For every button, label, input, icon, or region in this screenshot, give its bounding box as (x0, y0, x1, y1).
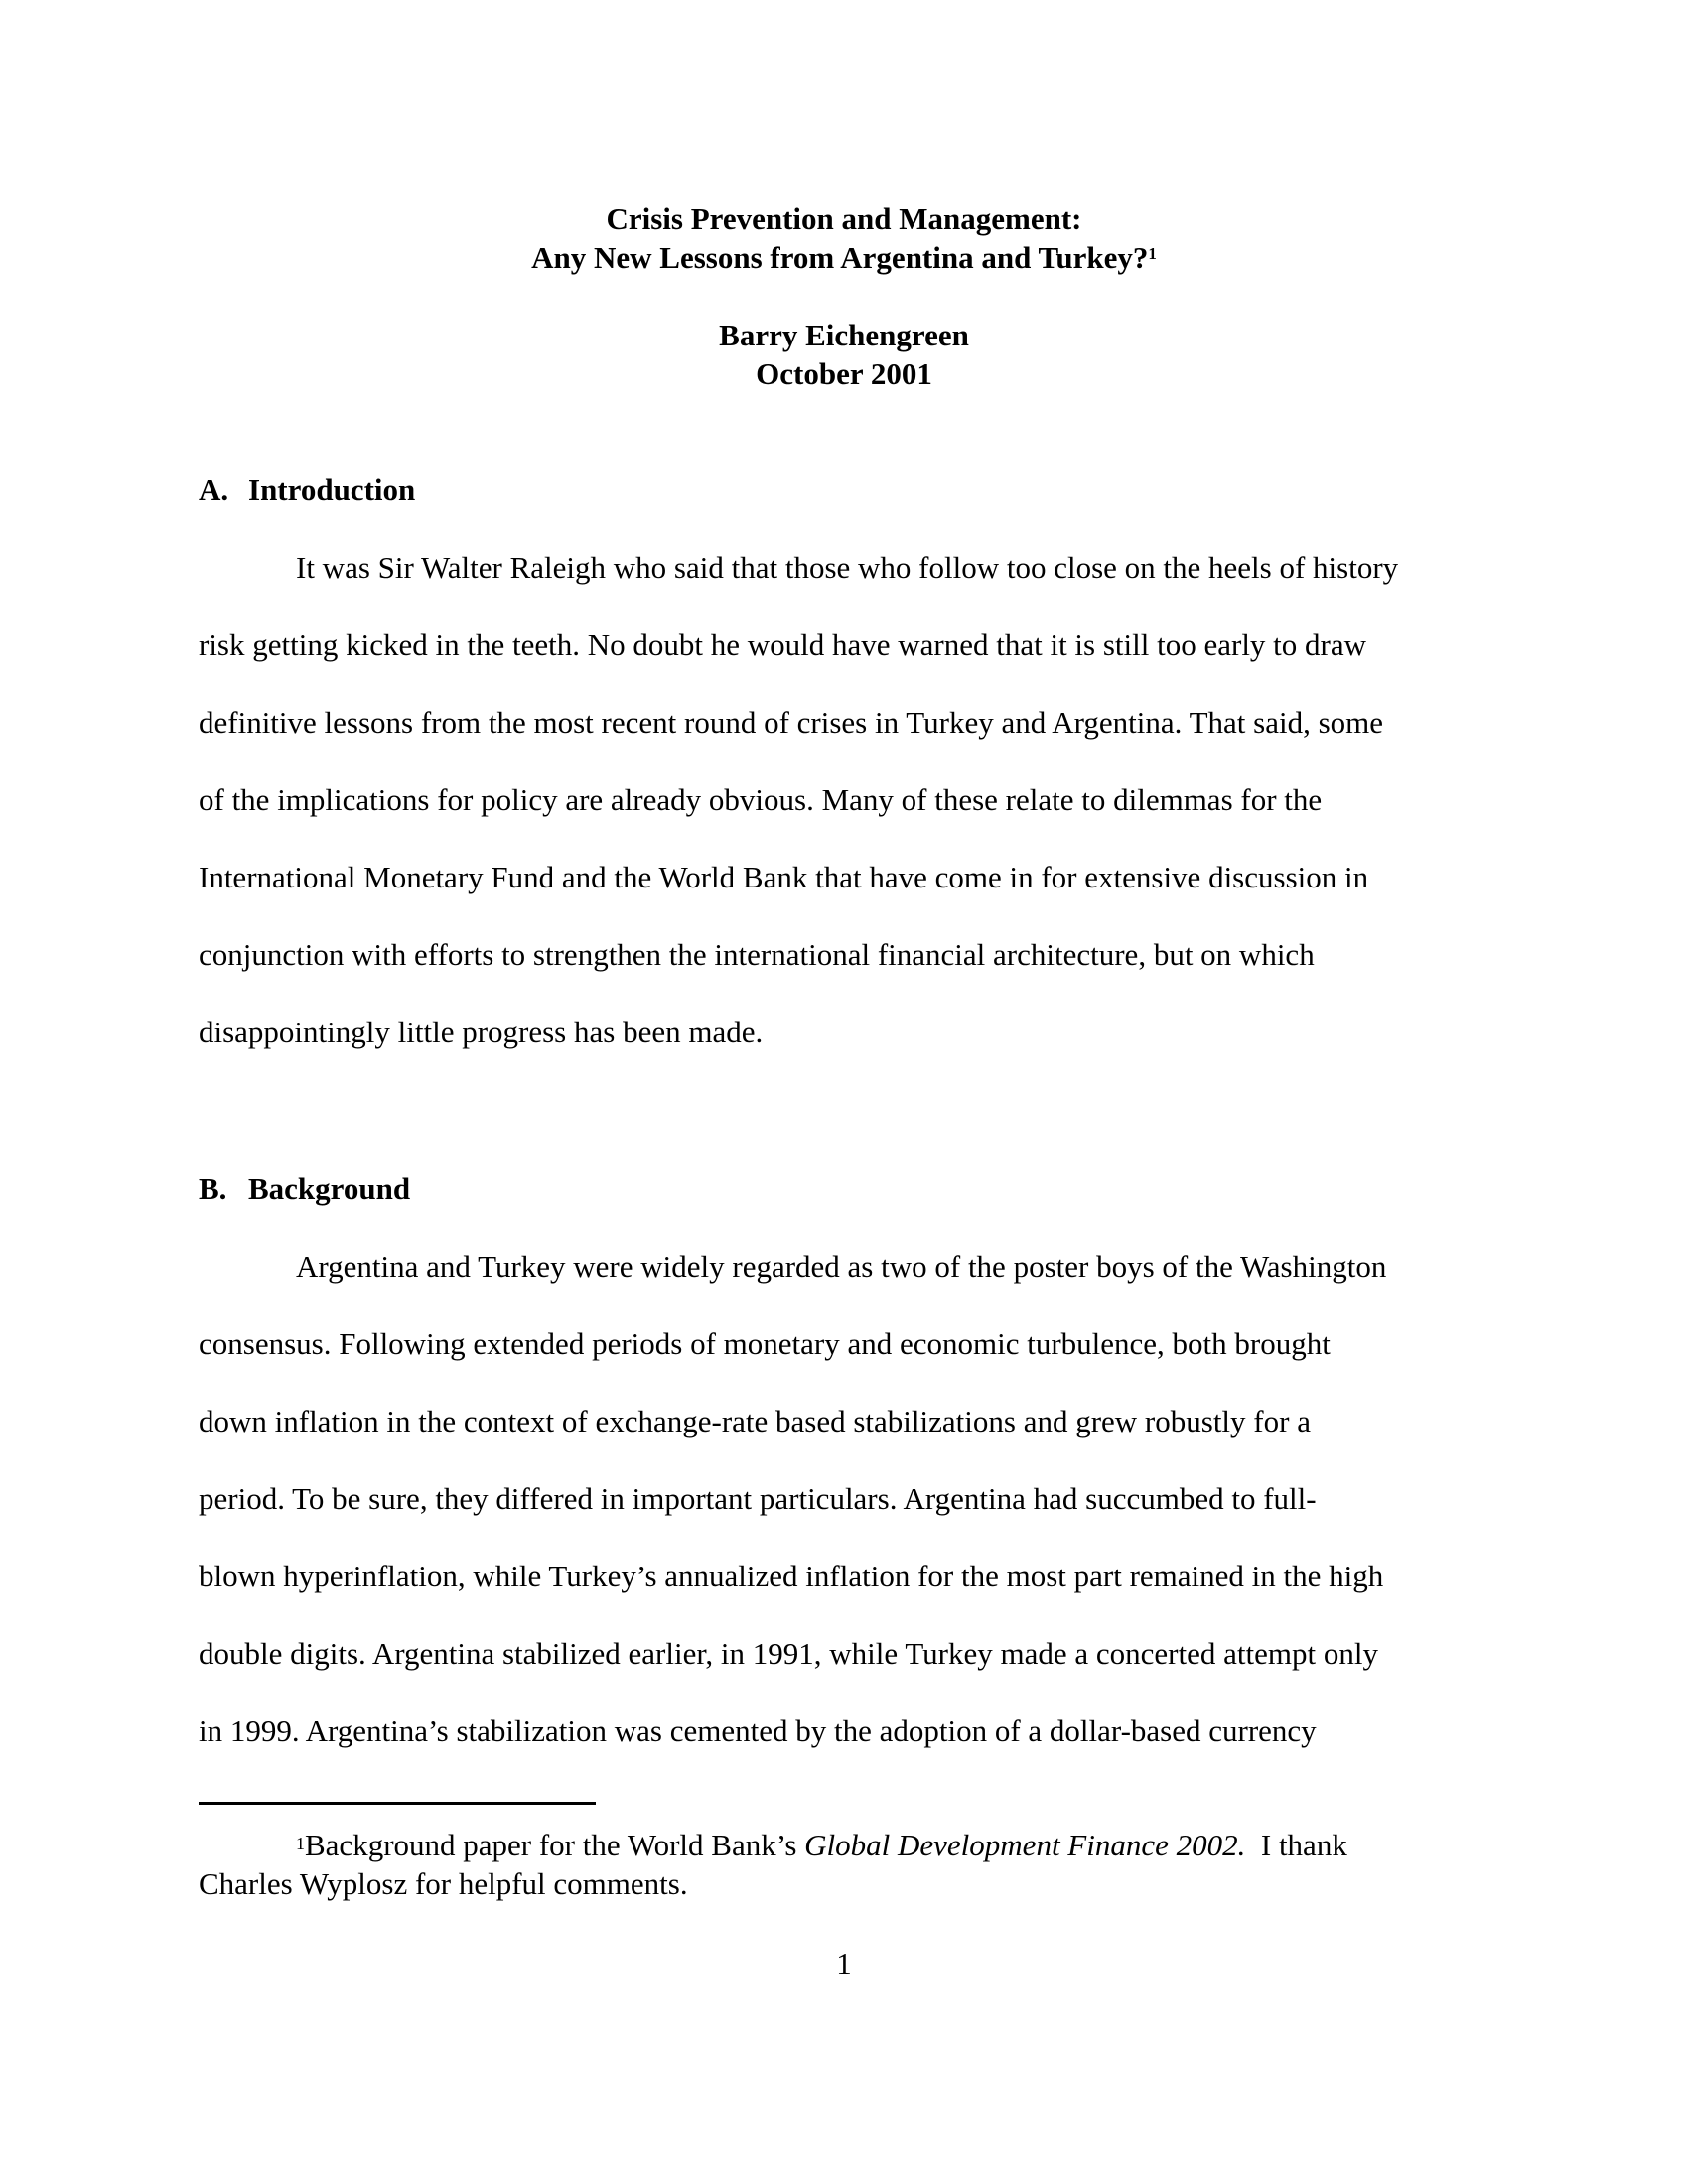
title-block (0, 200, 1688, 277)
section-a-heading (199, 473, 415, 508)
intro-line-6: conjunction with efforts to strengthen the international financial architecture, but on which (199, 937, 1315, 972)
background-line-1: Argentina and Turkey were widely regarded as two of the poster boys of the Washington (296, 1249, 1387, 1284)
title-line-1: Crisis Prevention and Management: (606, 202, 1082, 236)
footnote-separator (199, 1802, 596, 1805)
background-line-5: blown hyperinflation, while Turkey’s annualized inflation for the most part remained in the high (199, 1559, 1384, 1593)
background-line-4: period. To be sure, they differed in important particulars. Argentina had succumbed to full- (199, 1481, 1317, 1516)
section-b-letter: B. (199, 1171, 227, 1206)
footnote-line-2: Charles Wyplosz for helpful comments. (199, 1866, 688, 1901)
author-name: Barry Eichengreen (719, 318, 969, 352)
intro-line-3: definitive lessons from the most recent round of crises in Turkey and Argentina. That said, some (199, 705, 1384, 740)
intro-line-4: of the implications for policy are already obvious. Many of these relate to dilemmas for the (199, 782, 1323, 817)
footnote-italic-title: Global Development Finance 2002. (804, 1828, 1246, 1862)
intro-line-5: International Monetary Fund and the World Bank that have come in for extensive discussion in (199, 860, 1369, 894)
footnote-marker: 1 (296, 1834, 305, 1853)
title-footnote-marker: 1 (1148, 244, 1157, 263)
title-line-2-text: Any New Lessons from Argentina and Turkey? (531, 240, 1149, 275)
background-line-7: in 1999. Argentina’s stabilization was cemented by the adoption of a dollar-based currency (199, 1713, 1317, 1748)
background-line-2: consensus. Following extended periods of monetary and economic turbulence, both brought (199, 1326, 1331, 1361)
intro-line-1: It was Sir Walter Raleigh who said that those who follow too close on the heels of history (296, 550, 1399, 585)
page-number: 1 (836, 1946, 852, 1980)
footnote-line-1 (296, 1827, 1347, 1864)
section-b-title: Background (248, 1171, 411, 1206)
title-line-2 (0, 238, 1688, 277)
paper-date: October 2001 (756, 356, 932, 391)
intro-line-2: risk getting kicked in the teeth. No doubt he would have warned that it is still too early to draw (199, 627, 1367, 662)
section-b-heading (199, 1171, 410, 1207)
footnote-text-suffix: I thank (1245, 1828, 1347, 1862)
section-a-letter: A. (199, 473, 229, 507)
author-block (0, 316, 1688, 393)
background-line-3: down inflation in the context of exchange-rate based stabilizations and grew robustly for a (199, 1404, 1311, 1438)
section-a-title: Introduction (248, 473, 416, 507)
intro-line-7: disappointingly little progress has been made. (199, 1015, 764, 1049)
background-line-6: double digits. Argentina stabilized earlier, in 1991, while Turkey made a concerted attempt only (199, 1636, 1378, 1671)
footnote-text-prefix: Background paper for the World Bank’s (305, 1828, 805, 1862)
